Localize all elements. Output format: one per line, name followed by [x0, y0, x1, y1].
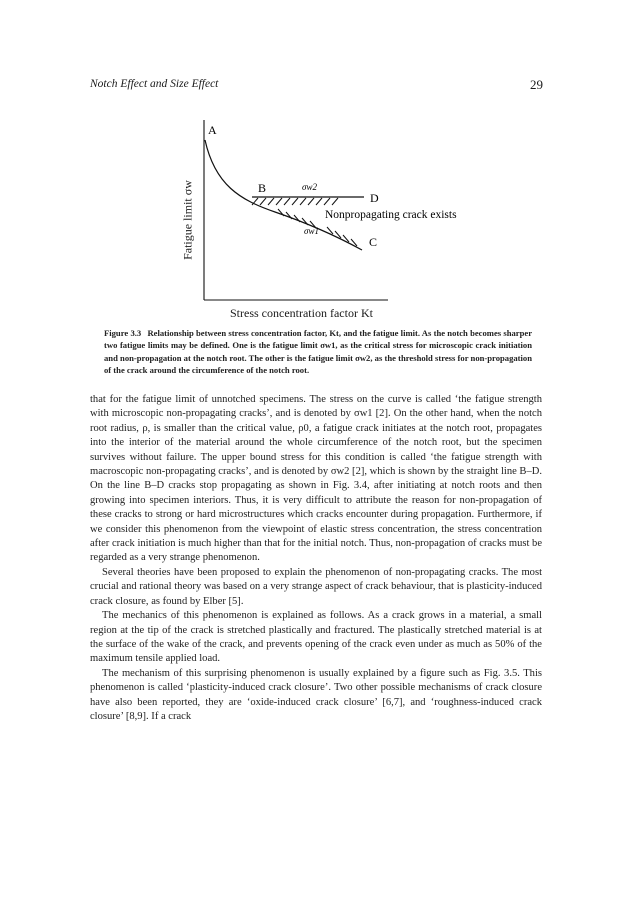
label-sigma-w1: σw1: [304, 226, 319, 236]
paragraph-2: Several theories have been proposed to explain the phenomenon of non-propagating cracks. The most crucial and rational theory was based on a very strange aspect of crack behaviour, that is plasticity-induced crack closure, as found by Elber [5].: [90, 566, 542, 607]
figure-caption: [104, 327, 532, 376]
sigma-w1-curve: [205, 140, 362, 250]
label-sigma-w2: σw2: [302, 182, 317, 192]
label-D: D: [370, 191, 379, 205]
hatch-marks-upper: [252, 198, 338, 205]
paragraph-3: The mechanics of this phenomenon is explained as follows. As a crack grows in a material, a small region at the tip of the crack is stretched plastically and fractured. The plastically stretched material is at the surface of the wake of the crack, and prevents opening of the crack even under as much as 50% of the maximum tensile applied load.: [90, 610, 542, 665]
label-A: A: [208, 123, 217, 137]
label-nonpropagating: Nonpropagating crack exists: [325, 209, 457, 221]
label-B: B: [258, 181, 267, 195]
x-axis-label: Stress concentration factor Kt: [230, 306, 373, 320]
page-header: [90, 78, 543, 94]
running-head: Notch Effect and Size Effect: [90, 78, 219, 90]
caption-label: Figure 3.3: [104, 328, 142, 338]
body-text: [90, 393, 542, 724]
paragraph-1: that for the fatigue limit of unnotched specimens. The stress on the curve is called ‘the fatigue strength with microscopic non-propagating cracks’, and is denoted by σw1 [2]. On the other hand, when the notch root radius, ρ, is smaller than the critical value, ρ0, a fatigue crack initiates at the notch root, propagates into the interior of the material around the whole circumference of the notch root, but the specimen survives without failure. The upper bound stress for this condition is called ‘the fatigue strength with macroscopic non-propagating cracks’, and is denoted by σw2 [2], which is shown by the straight line B–D. On the line B–D cracks stop propagating as shown in Fig. 3.4, after initiating at notch roots and then growing into specimen interiors. Thus, it is very difficult to attribute the reason for non-propagation of these cracks to strong or hard microstructures which cracks encounter during propagation. Furthermore, if we consider this phenomenon from the viewpoint of elastic stress concentration, the stress concentration after crack initiation is much higher than that for the initial notch. Thus, non-propagation of cracks must be regarded as a very strange phenomenon.: [90, 394, 542, 564]
caption-text: Relationship between stress concentration factor, Kt, and the fatigue limit. As the notch becomes sharper two fatigue limits may be defined. One is the fatigue limit σw1, as the critical stress for microscopic crack initiation and non-propagation at the notch root. The other is the fatigue limit σw2, as the threshold stress for non-propagation of the crack around the circumference of the notch root.: [104, 328, 533, 375]
page-number: 29: [530, 77, 543, 92]
label-C: C: [369, 235, 378, 249]
y-axis-label: Fatigue limit σw: [180, 180, 195, 260]
fatigue-limit-chart: [180, 110, 457, 310]
paragraph-4: The mechanism of this surprising phenomenon is usually explained by a figure such as Fig. 3.5. This phenomenon is called ‘plasticity-induced crack closure’. Two other possible mechanisms of crack closure have also been reported, they are ‘oxide-induced crack closure’ [6,7], and ‘roughness-induced crack closure’ [8,9]. If a crack: [90, 667, 542, 722]
